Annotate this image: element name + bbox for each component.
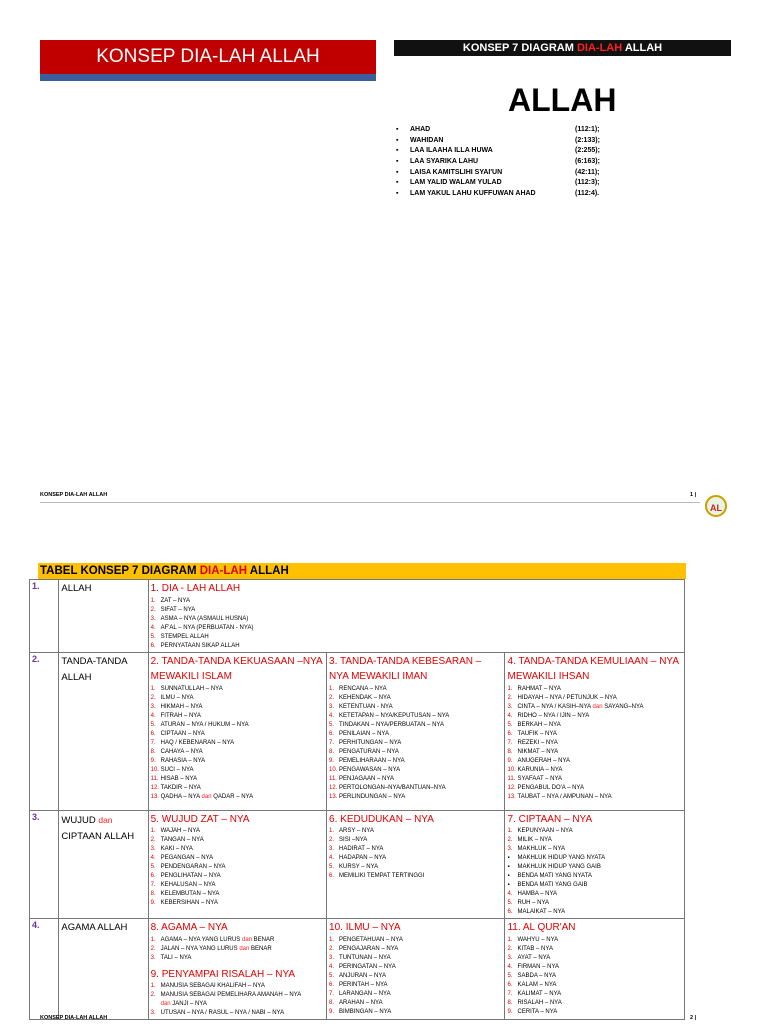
table-header-post: ALLAH xyxy=(247,565,289,577)
list-item: 11. HISAB – NYA xyxy=(150,775,198,782)
list-item-text: TAKDIR – NYA xyxy=(160,784,201,791)
list-item-text: BENDA MATI YANG GAIB xyxy=(517,882,588,888)
attribute-list xyxy=(396,125,636,200)
item-list xyxy=(329,936,502,1017)
list-item: 7. REZEKI – NYA xyxy=(507,739,558,746)
list-item-text: ZAT – NYA xyxy=(160,597,190,604)
category-text: WUJUD xyxy=(61,814,99,826)
list-item: 1. PENGETAHUAN – NYA xyxy=(329,936,403,943)
list-item: 2. JALAN – NYA YANG LURUS dan BENAR xyxy=(150,945,272,952)
category-text-2: CIPTAAN ALLAH xyxy=(61,830,135,842)
cell-title-2: 9. PENYAMPAI RISALAH – NYA xyxy=(150,968,296,980)
list-item-text: LARANGAN – NYA xyxy=(339,990,391,997)
list-item: 7. KALIMAT – NYA xyxy=(507,990,562,997)
attribute-name: LAISA KAMITSLIHI SYAI'UN xyxy=(410,168,503,176)
attribute-item xyxy=(396,189,636,200)
list-item: 6. PERNYATAAN SIKAP ALLAH xyxy=(150,642,240,649)
list-item-text: PENGAWASAN – NYA xyxy=(339,766,401,773)
row-category xyxy=(59,810,148,919)
list-item: 5. ANJURAN – NYA xyxy=(329,972,386,979)
table-row xyxy=(30,652,685,810)
row-number: 4. xyxy=(30,919,59,1020)
list-item-text: PENGABUL DO'A – NYA xyxy=(517,784,584,791)
cell-title: 4. TANDA-TANDA KEMULIAAN – NYA MEWAKILI IHSAN xyxy=(507,655,679,682)
list-item: 6. PENGLIHATAN – NYA xyxy=(150,873,221,879)
list-item: 2. MILIK – NYA xyxy=(507,837,552,843)
list-item-text: PEMELIHARAAN – NYA xyxy=(339,757,405,764)
list-item-text: dan JANJI – NYA xyxy=(160,1001,207,1007)
list-item-text: RISALAH – NYA xyxy=(517,999,562,1006)
list-item: 6. KALAM – NYA xyxy=(507,981,557,988)
title-underline-bar xyxy=(40,74,376,81)
list-item: 3. HADIRAT – NYA xyxy=(329,846,384,852)
list-item-text: RAHMAT – NYA xyxy=(517,685,561,692)
list-item-text: PEGANGAN – NYA xyxy=(160,855,214,861)
item-list xyxy=(507,936,682,1017)
list-item-text: BIMBINGAN – NYA xyxy=(339,1008,392,1015)
list-item-text: SABDA – NYA xyxy=(517,972,557,979)
attribute-name: AHAD xyxy=(410,126,431,133)
row-number: 2. xyxy=(30,652,59,810)
list-item: 4. RIDHO – NYA / IJIN – NYA xyxy=(507,712,590,719)
list-item: 13. QADHA – NYA dan QADAR – NYA xyxy=(150,793,254,800)
list-item-text: JALAN – NYA YANG LURUS dan BENAR xyxy=(160,945,272,952)
list-item-text: PERLINDUNGAN – NYA xyxy=(339,793,406,800)
list-item: 3. KETENTUAN - NYA xyxy=(329,703,393,710)
list-item-text: MEMILIKI TEMPAT TERTINGGI xyxy=(339,873,425,879)
table-cell xyxy=(505,652,685,810)
list-item: 6. TAUFIK – NYA xyxy=(507,730,557,737)
list-item: 1. MANUSIA SEBAGAI KHALIFAH – NYA xyxy=(150,983,265,989)
list-item-text: MAKHLUK HIDUP YANG NYATA xyxy=(517,855,606,861)
diagram-header-red: DIA-LAH xyxy=(576,42,623,54)
list-item-text: WAJAH – NYA xyxy=(160,828,200,834)
attribute-ref: (42:11); xyxy=(575,168,600,176)
cell-title: 1. DIA - LAH ALLAH xyxy=(150,583,241,594)
list-item: 13. TAUBAT – NYA / AMPUNAN – NYA xyxy=(507,793,612,800)
list-item-text: SYAFAAT – NYA xyxy=(517,775,563,782)
list-item-text: AGAMA – NYA YANG LURUS dan BENAR xyxy=(160,936,275,943)
list-item-text: HAMBA – NYA xyxy=(517,891,558,897)
list-item: 9. PEMELIHARAAN – NYA xyxy=(329,757,405,764)
list-item: 1. WAJAH – NYA xyxy=(150,828,200,834)
footer-line xyxy=(40,502,700,503)
list-item: 5. TINDAKAN – NYA/PERBUATAN – NYA xyxy=(329,721,444,728)
table-row xyxy=(30,580,685,653)
list-item: 3. CINTA – NYA / KASIH–NYA dan SAYANG–NYA xyxy=(507,703,644,710)
list-item: 2. ILMU – NYA xyxy=(150,694,194,701)
list-item: 3. HIKMAH – NYA xyxy=(150,703,203,710)
list-item: 3. KAKI – NYA xyxy=(150,846,193,852)
list-item-text: PENJAGAAN – NYA xyxy=(339,775,394,782)
list-item: 5. PENDENGARAN – NYA xyxy=(150,864,226,870)
list-item: 5. BERKAH – NYA xyxy=(507,721,561,728)
list-item-text: MILIK – NYA xyxy=(517,837,552,843)
list-item-text: PENILAIAN – NYA xyxy=(339,730,389,737)
list-item-text: HIDAYAH – NYA / PETUNJUK – NYA xyxy=(517,694,617,701)
attribute-item xyxy=(396,157,636,168)
logo-icon: AL xyxy=(705,495,727,517)
table-header xyxy=(38,563,686,579)
cell-title: 8. AGAMA – NYA xyxy=(150,922,228,933)
list-item: ▪ BENDA MATI YANG GAIB xyxy=(507,882,588,888)
attribute-item xyxy=(396,146,636,157)
list-item: 4. FITRAH – NYA xyxy=(150,712,201,719)
table-header-red: DIA-LAH xyxy=(199,565,248,577)
list-item-text: PERINGATAN – NYA xyxy=(339,963,396,970)
list-item-text: PERHITUNGAN – NYA xyxy=(339,739,402,746)
list-item-text: NIKMAT – NYA xyxy=(517,748,559,755)
list-item-text: SUNNATULLAH – NYA xyxy=(160,685,223,692)
list-item: 7. LARANGAN – NYA xyxy=(329,990,391,997)
list-item-text: WAHYU – NYA xyxy=(517,936,559,943)
cell-title: 11. AL QUR'AN xyxy=(507,922,576,933)
list-item: 1. SUNNATULLAH – NYA xyxy=(150,685,223,692)
list-item: ▪ MAKHLUK HIDUP YANG GAIB xyxy=(507,864,601,870)
list-item-text: PENGATURAN – NYA xyxy=(339,748,399,755)
list-item-text: QADHA – NYA dan QADAR – NYA xyxy=(160,793,254,800)
page-number-2: 2 | xyxy=(690,1015,697,1021)
list-item: 12. PENGABUL DO'A – NYA xyxy=(507,784,584,791)
list-item-text: RENCANA – NYA xyxy=(339,685,387,692)
list-item-text: KETENTUAN - NYA xyxy=(339,703,393,710)
attribute-name: LAA SYARIKA LAHU xyxy=(410,158,479,166)
list-item: 1. ZAT – NYA xyxy=(150,597,190,604)
attribute-name: LAM YALID WALAM YULAD xyxy=(410,179,502,187)
list-item-text: KEHENDAK – NYA xyxy=(339,694,391,701)
list-item-text: SIFAT – NYA xyxy=(160,606,196,613)
list-item-text: ANJURAN – NYA xyxy=(339,972,386,979)
item-list xyxy=(507,827,682,917)
list-item-text: TALI – NYA xyxy=(160,954,192,961)
list-item-text: KARUNIA – NYA xyxy=(517,766,563,773)
list-item-text: MANUSIA SEBAGAI PEMELIHARA AMANAH – NYA xyxy=(160,992,302,998)
list-item: 11. PENJAGAAN – NYA xyxy=(329,775,394,782)
list-item: 9. KEBERSIHAN – NYA xyxy=(150,900,218,906)
list-item: 1. WAHYU – NYA xyxy=(507,936,559,943)
list-item: 6. MALAIKAT – NYA xyxy=(507,909,566,915)
list-item: 7. PERHITUNGAN – NYA xyxy=(329,739,402,746)
list-item-text: KELEMBUTAN – NYA xyxy=(160,891,220,897)
list-item: 5. SABDA – NYA xyxy=(507,972,557,979)
item-list xyxy=(151,597,682,651)
list-item-text: TANGAN – NYA xyxy=(160,837,204,843)
list-item-text: KITAB – NYA xyxy=(517,945,553,952)
list-item: 7. HAQ / KEBENARAN – NYA xyxy=(150,739,235,746)
list-item: 10. PENGAWASAN – NYA xyxy=(329,766,401,773)
list-item: 2. SIFAT – NYA xyxy=(150,606,196,613)
list-item: 6. MEMILIKI TEMPAT TERTINGGI xyxy=(329,873,425,879)
list-item-text: ARSY – NYA xyxy=(339,828,374,834)
diagram-header-post: ALLAH xyxy=(622,42,663,54)
list-item-text: PENGLIHATAN – NYA xyxy=(160,873,221,879)
table-cell xyxy=(327,810,505,919)
row-number: 3. xyxy=(30,810,59,919)
item-list-2 xyxy=(151,982,324,1018)
footer-text-2: KONSEP DIA-LAH ALLAH xyxy=(40,1015,108,1021)
table-cell xyxy=(505,810,685,919)
attribute-ref: (2:133); xyxy=(575,136,600,144)
list-item-text: ATURAN – NYA / HUKUM – NYA xyxy=(160,721,249,728)
list-item: ▪ BENDA MATI YANG NYATA xyxy=(507,873,592,879)
list-item: 11. SYAFAAT – NYA xyxy=(507,775,563,782)
attribute-ref: (112:1); xyxy=(575,126,600,133)
list-item-text: KETETAPAN – NYA/KEPUTUSAN – NYA xyxy=(339,712,450,719)
list-item: 3. TALI – NYA xyxy=(150,954,192,961)
list-item-text: TUNTUNAN – NYA xyxy=(339,954,391,961)
list-item-text: ASMA – NYA (ASMAUL HUSNA) xyxy=(160,615,249,622)
list-item-text: RAHASIA – NYA xyxy=(160,757,206,764)
attribute-item xyxy=(396,125,636,136)
list-item: 8. PENGATURAN – NYA xyxy=(329,748,399,755)
list-item: 4. PEGANGAN – NYA xyxy=(150,855,214,861)
table-header-pre: TABEL KONSEP 7 DIAGRAM xyxy=(40,565,200,577)
list-item-text: PENDENGARAN – NYA xyxy=(160,864,226,870)
list-item xyxy=(151,1000,324,1009)
item-list xyxy=(329,827,502,881)
list-item: 6. CIPTAAN – NYA xyxy=(150,730,205,737)
list-item: 9. CERITA – NYA xyxy=(507,1008,558,1015)
list-item-text: TAUBAT – NYA / AMPUNAN – NYA xyxy=(517,793,612,800)
list-item: 5. STEMPEL ALLAH xyxy=(150,633,209,640)
list-item-text: KEHALUSAN – NYA xyxy=(160,882,216,888)
attribute-name: LAA ILAAHA ILLA HUWA xyxy=(410,147,493,155)
list-item: 6. PENILAIAN – NYA xyxy=(329,730,389,737)
table-row xyxy=(30,919,685,1020)
list-item-text: BERKAH – NYA xyxy=(517,721,561,728)
list-item-text: PERINTAH – NYA xyxy=(339,981,388,988)
list-item: 5. ATURAN – NYA / HUKUM – NYA xyxy=(150,721,249,728)
list-item: 2. KEHENDAK – NYA xyxy=(329,694,391,701)
list-item: 8. ARAHAN – NYA xyxy=(329,999,383,1006)
diagram-header-pre: KONSEP 7 DIAGRAM xyxy=(462,42,577,54)
list-item: 4. HAMBA – NYA xyxy=(507,891,558,897)
table-cell xyxy=(148,810,326,919)
attribute-item xyxy=(396,178,636,189)
category-red: dan xyxy=(98,814,113,825)
list-item: 12. TAKDIR – NYA xyxy=(150,784,201,791)
list-item-text: REZEKI – NYA xyxy=(517,739,558,746)
list-item-text: ILMU – NYA xyxy=(160,694,194,701)
big-title: ALLAH xyxy=(508,82,617,118)
attribute-ref: (6:163); xyxy=(575,158,600,166)
list-item: 8. NIKMAT – NYA xyxy=(507,748,559,755)
list-item: ▪ MAKHLUK HIDUP YANG NYATA xyxy=(507,855,606,861)
list-item: 9. ANUGERAH – NYA xyxy=(507,757,571,764)
attribute-item xyxy=(396,136,636,147)
footer-text: KONSEP DIA-LAH ALLAH xyxy=(40,492,108,498)
item-list xyxy=(151,685,324,802)
list-item-text: AYAT – NYA xyxy=(517,954,551,961)
table-cell xyxy=(327,652,505,810)
list-item-text: KEBERSIHAN – NYA xyxy=(160,900,218,906)
table-cell xyxy=(505,919,685,1020)
table-cell xyxy=(148,580,684,653)
list-item: 2. TANGAN – NYA xyxy=(150,837,204,843)
item-list xyxy=(151,827,324,908)
list-item: 4. KETETAPAN – NYA/KEPUTUSAN – NYA xyxy=(329,712,450,719)
list-item: 12. PERTOLONGAN–NYA/BANTUAN–NYA xyxy=(329,784,446,791)
cell-title: 5. WUJUD ZAT – NYA xyxy=(150,813,250,825)
table-cell xyxy=(148,652,326,810)
list-item-text: HISAB – NYA xyxy=(160,775,198,782)
list-item: 3. UTUSAN – NYA / RASUL – NYA / NABI – NYA xyxy=(150,1010,285,1016)
list-item-text: HAQ / KEBENARAN – NYA xyxy=(160,739,235,746)
row-number: 1. xyxy=(30,580,59,653)
list-item-text: STEMPEL ALLAH xyxy=(160,633,209,640)
list-item: 10. SUCI – NYA xyxy=(150,766,194,773)
list-item-text: ANUGERAH – NYA xyxy=(517,757,571,764)
list-item-text: RUH – NYA xyxy=(517,900,550,906)
list-item: 4. FIRMAN – NYA xyxy=(507,963,560,970)
list-item: 1. ARSY – NYA xyxy=(329,828,374,834)
list-item: 5. RUH – NYA xyxy=(507,900,550,906)
attribute-name: WAHIDAN xyxy=(410,136,444,144)
page-title: KONSEP DIA-LAH ALLAH xyxy=(40,40,376,74)
cell-title: 7. CIPTAAN – NYA xyxy=(507,813,593,825)
table-cell xyxy=(327,919,505,1020)
list-item-text: MAKHLUK – NYA xyxy=(517,846,566,852)
list-item-text: PERTOLONGAN–NYA/BANTUAN–NYA xyxy=(339,784,446,791)
list-item-text: TINDAKAN – NYA/PERBUATAN – NYA xyxy=(339,721,444,728)
list-item-text: KALAM – NYA xyxy=(517,981,557,988)
list-item-text: PERNYATAAN SIKAP ALLAH xyxy=(160,642,240,649)
list-item: 2. MANUSIA SEBAGAI PEMELIHARA AMANAH – NYA xyxy=(150,992,302,998)
list-item: 13. PERLINDUNGAN – NYA xyxy=(329,793,406,800)
list-item-text: HIKMAH – NYA xyxy=(160,703,203,710)
list-item: 3. ASMA – NYA (ASMAUL HUSNA) xyxy=(150,615,249,622)
list-item: 10. KARUNIA – NYA xyxy=(507,766,563,773)
list-item: 4. PERINGATAN – NYA xyxy=(329,963,396,970)
list-item: 2. PENGAJARAN – NYA xyxy=(329,945,399,952)
list-item: 4. AF'AL – NYA (PERBUATAN - NYA) xyxy=(150,624,254,631)
list-item-text: MAKHLUK HIDUP YANG GAIB xyxy=(517,864,601,870)
list-item-text: FITRAH – NYA xyxy=(160,712,201,719)
page-number: 1 | xyxy=(690,492,697,498)
list-item-text: HADIRAT – NYA xyxy=(339,846,384,852)
attribute-ref: (112:4). xyxy=(575,190,600,198)
list-item-text: CAHAYA – NYA xyxy=(160,748,203,755)
table-row xyxy=(30,810,685,919)
list-item: 6. PERINTAH – NYA xyxy=(329,981,388,988)
list-item: 2. KITAB – NYA xyxy=(507,945,553,952)
list-item: 8. RISALAH – NYA xyxy=(507,999,562,1006)
list-item: 1. AGAMA – NYA YANG LURUS dan BENAR xyxy=(150,936,275,943)
concept-table xyxy=(29,579,685,1020)
list-item-text: KAKI – NYA xyxy=(160,846,193,852)
row-category: AGAMA ALLAH xyxy=(59,919,148,1020)
list-item: 1. KEPUNYAAN – NYA xyxy=(507,828,573,834)
cell-title: 6. KEDUDUKAN – NYA xyxy=(329,813,434,825)
attribute-ref: (112:3); xyxy=(575,179,600,187)
list-item: 1. RAHMAT – NYA xyxy=(507,685,561,692)
list-item-text: UTUSAN – NYA / RASUL – NYA / NABI – NYA xyxy=(160,1010,285,1016)
row-category: TANDA-TANDA ALLAH xyxy=(59,652,148,810)
list-item: 9. BIMBINGAN – NYA xyxy=(329,1008,392,1015)
list-item: 2. HIDAYAH – NYA / PETUNJUK – NYA xyxy=(507,694,617,701)
list-item: 5. KURSY – NYA xyxy=(329,864,379,870)
list-item-text: BENDA MATI YANG NYATA xyxy=(517,873,592,879)
row-category: ALLAH xyxy=(59,580,148,653)
attribute-ref: (2:255); xyxy=(575,147,600,155)
list-item-text: KURSY – NYA xyxy=(339,864,379,870)
list-item: 3. TUNTUNAN – NYA xyxy=(329,954,391,961)
attribute-name: LAM YAKUL LAHU KUFFUWAN AHAD xyxy=(410,190,536,198)
list-item-text: TAUFIK – NYA xyxy=(517,730,557,737)
list-item: 3. MAKHLUK – NYA xyxy=(507,846,566,852)
list-item: 8. CAHAYA – NYA xyxy=(150,748,203,755)
list-item-text: PENGAJARAN – NYA xyxy=(339,945,399,952)
list-item: 4. HADAPAN – NYA xyxy=(329,855,387,861)
item-list xyxy=(151,936,324,963)
list-item: 9. RAHASIA – NYA xyxy=(150,757,206,764)
list-item-text: SISI –NYA xyxy=(339,837,368,843)
cell-title: 10. ILMU – NYA xyxy=(329,922,401,933)
list-item: 1. RENCANA – NYA xyxy=(329,685,387,692)
diagram-header xyxy=(394,40,731,56)
list-item-text: CERITA – NYA xyxy=(517,1008,558,1015)
list-item-text: ARAHAN – NYA xyxy=(339,999,383,1006)
table-cell xyxy=(148,919,326,1020)
list-item-text: MANUSIA SEBAGAI KHALIFAH – NYA xyxy=(160,983,265,989)
item-list xyxy=(329,685,502,802)
list-item-text: CINTA – NYA / KASIH–NYA dan SAYANG–NYA xyxy=(517,703,644,710)
list-item: 8. KELEMBUTAN – NYA xyxy=(150,891,220,897)
list-item: 3. AYAT – NYA xyxy=(507,954,551,961)
list-item-text: KEPUNYAAN – NYA xyxy=(517,828,573,834)
cell-title: 3. TANDA-TANDA KEBESARAN – NYA MEWAKILI IMAN xyxy=(329,655,482,682)
attribute-item xyxy=(396,168,636,179)
list-item-text: RIDHO – NYA / IJIN – NYA xyxy=(517,712,590,719)
list-item-text: PENGETAHUAN – NYA xyxy=(339,936,403,943)
list-item-text: FIRMAN – NYA xyxy=(517,963,560,970)
list-item-text: SUCI – NYA xyxy=(160,766,194,773)
list-item-text: HADAPAN – NYA xyxy=(339,855,387,861)
list-item: 7. KEHALUSAN – NYA xyxy=(150,882,216,888)
list-item-text: CIPTAAN – NYA xyxy=(160,730,205,737)
list-item-text: KALIMAT – NYA xyxy=(517,990,562,997)
list-item: 2. SISI –NYA xyxy=(329,837,368,843)
list-item-text: AF'AL – NYA (PERBUATAN - NYA) xyxy=(160,624,254,631)
cell-title: 2. TANDA-TANDA KEKUASAAN –NYA MEWAKILI ISLAM xyxy=(150,655,323,682)
list-item-text: MALAIKAT – NYA xyxy=(517,909,566,915)
item-list xyxy=(507,685,682,802)
